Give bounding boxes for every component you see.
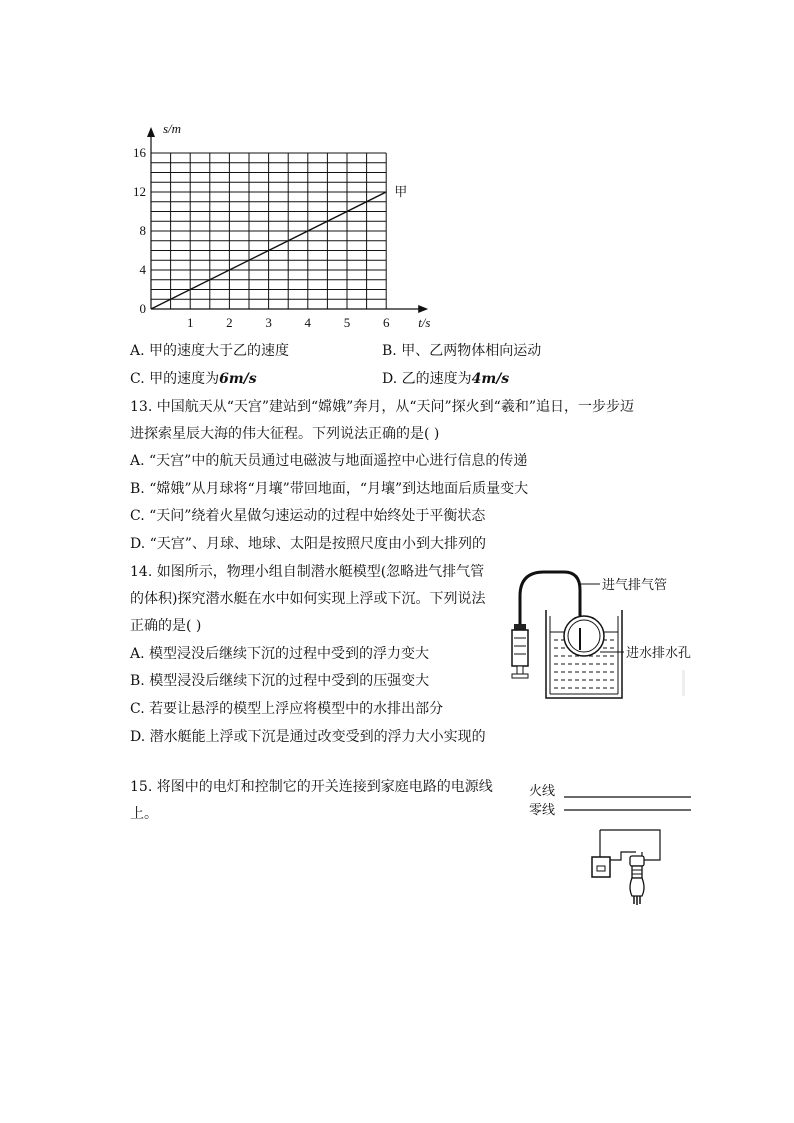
pipe-label: 进气排气管: [602, 577, 668, 592]
y-tick-label: 8: [139, 223, 146, 238]
switch-icon: [592, 830, 610, 877]
q12-option-d-value: 4m/s: [471, 371, 510, 387]
y-tick-label: 0: [139, 301, 146, 316]
q14-option-c: C. 若要让悬浮的模型上浮应将模型中的水排出部分: [130, 701, 444, 717]
y-tick-label: 12: [133, 184, 146, 199]
q14-stem-line2: 的体积)探究潜水艇在水中如何实现上浮或下沉。下列说法: [130, 591, 486, 607]
st-graph: [120, 112, 450, 337]
y-axis-label: s/m: [163, 121, 182, 136]
x-tick-label: 6: [382, 315, 390, 330]
q14-stem-line3: 正确的是( ): [130, 618, 202, 634]
circuit-figure: [526, 780, 698, 908]
q12-option-a: A. 甲的速度大于乙的速度: [130, 343, 290, 359]
q12-option-c-text: C. 甲的速度为: [130, 371, 220, 387]
q13-option-d: D. “天宫”、月球、地球、太阳是按照尺度由小到大排列的: [130, 536, 486, 552]
y-axis-arrow: [147, 127, 155, 137]
x-axis-arrow: [418, 305, 428, 313]
q14-option-d: D. 潜水艇能上浮或下沉是通过改变受到的浮力大小实现的: [130, 729, 486, 745]
x-tick-label: 3: [265, 315, 272, 330]
x-tick-label: 4: [304, 315, 312, 330]
series-label: 甲: [394, 184, 408, 199]
light-bulb-icon: [630, 856, 644, 905]
q13-option-c: C. “天问”绕着火星做匀速运动的过程中始终处于平衡状态: [130, 508, 486, 524]
live-wire-label: 火线: [529, 783, 556, 798]
q14-option-b: B. 模型浸没后继续下沉的过程中受到的压强变大: [130, 673, 430, 689]
q12-option-d-text: D. 乙的速度为: [382, 371, 472, 387]
x-tick-label: 1: [186, 315, 194, 330]
neutral-wire-label: 零线: [529, 802, 556, 817]
q13-option-b: B. “嫦娥”从月球将“月壤”带回地面，“月壤”到达地面后质量变大: [130, 481, 529, 497]
q12-option-b: B. 甲、乙两物体相向运动: [382, 343, 542, 359]
submarine-model-figure: [498, 566, 704, 706]
q12-option-c-value: 6m/s: [219, 371, 257, 387]
x-tick-label: 2: [226, 315, 233, 330]
x-tick-label: 5: [343, 315, 351, 330]
x-axis-label: t/s: [418, 315, 431, 330]
y-tick-label: 16: [133, 145, 146, 160]
q15-stem-line2: 上。: [130, 806, 158, 822]
submarine-model: [564, 616, 604, 656]
q12-option-c: [130, 370, 257, 388]
q14-stem-line1: 14. 如图所示，物理小组自制潜水艇模型(忽略进气排气管: [130, 564, 485, 580]
q14-option-a: A. 模型浸没后继续下沉的过程中受到的浮力变大: [130, 646, 430, 662]
hole-label: 进水排水孔: [626, 645, 692, 660]
q12-option-d: [382, 370, 509, 388]
q13-option-a: A. “天宫”中的航天员通过电磁波与地面遥控中心进行信息的传递: [130, 453, 528, 469]
q15-stem-line1: 15. 将图中的电灯和控制它的开关连接到家庭电路的电源线: [130, 779, 493, 795]
y-tick-label: 4: [139, 262, 146, 277]
q13-stem-line2: 进探索星辰大海的伟大征程。下列说法正确的是( ): [130, 426, 440, 442]
syringe-icon: [512, 624, 528, 678]
q13-stem-line1: 13. 中国航天从“天宫”建站到“嫦娥”奔月，从“天问”探火到“羲和”追日，一步步迈: [130, 399, 634, 415]
